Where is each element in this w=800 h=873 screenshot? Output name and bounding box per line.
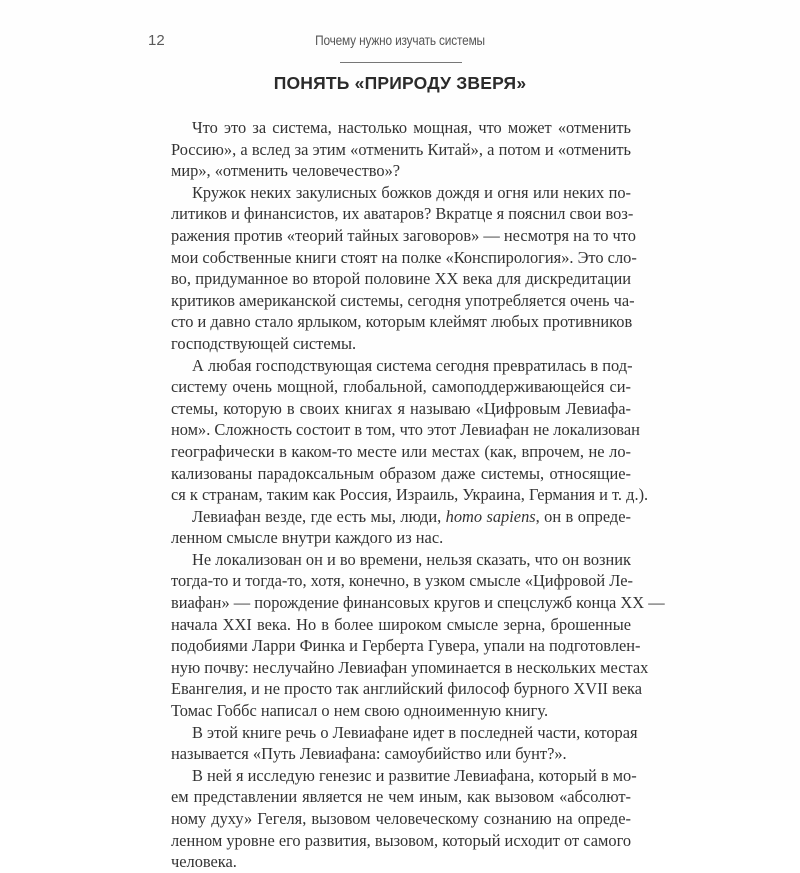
italic-term: homo sapiens bbox=[445, 506, 536, 526]
text-segment: , он в опреде- bbox=[535, 506, 631, 526]
text-line: мои собственные книги стоят на полке «Конспирология». Это сло- bbox=[171, 247, 637, 267]
text-line: ном». Сложность состоит в том, что этот Левиафан не локализован bbox=[171, 420, 640, 440]
text-line: называется «Путь Левиафана: самоубийство или бунт?». bbox=[171, 744, 567, 764]
text-line: ленном смысле внутри каждого из нас. bbox=[171, 528, 444, 548]
text-line bbox=[171, 506, 631, 528]
text-line: ленном уровне его развития, вызовом, который исходит от самого bbox=[171, 830, 632, 850]
text-line: кализованы парадоксальным образом даже системы, относящие- bbox=[171, 463, 631, 483]
text-line: ному духу» Гегеля, вызовом человеческому сознанию на опреде- bbox=[171, 809, 631, 828]
header-divider bbox=[340, 62, 462, 63]
text-segment: Левиафан везде, где есть мы, люди, bbox=[192, 506, 446, 526]
text-line: человека. bbox=[171, 852, 237, 872]
page-number: 12 bbox=[148, 32, 165, 49]
running-title: Почему нужно изучать системы bbox=[315, 33, 485, 48]
text-line: сто и давно стало ярлыком, которым клеймят любых противников bbox=[171, 312, 633, 332]
text-line: начала XXI века. Но в более широком смысле зерна, брошенные bbox=[171, 614, 631, 634]
text-line: ную почву: неслучайно Левиафан упоминается в нескольких местах bbox=[171, 657, 649, 677]
text-line: тогда-то и тогда-то, хотя, конечно, в узком смысле «Цифровой Ле- bbox=[171, 571, 634, 591]
text-line: критиков американской системы, сегодня употребляется очень ча- bbox=[171, 290, 635, 310]
body-text bbox=[171, 117, 665, 873]
text-line: систему очень мощной, глобальной, самоподдерживающейся си- bbox=[171, 377, 631, 397]
text-line: А любая господствующая система сегодня превратилась в под- bbox=[192, 355, 633, 375]
text-line: подобиями Ларри Финка и Герберта Гувера, упали на подготовлен- bbox=[171, 636, 641, 656]
text-line: стемы, которую в своих книгах я называю «Цифровым Левиафа- bbox=[171, 398, 631, 418]
text-line: Не локализован он и во времени, нельзя сказать, что он возник bbox=[192, 549, 631, 569]
text-line: Томас Гоббс написал о нем свою одноименную книгу. bbox=[171, 701, 549, 721]
text-line: ем представлении является не чем иным, как вызовом «абсолют- bbox=[171, 787, 631, 807]
text-line: литиков и финансистов, их аватаров? Вкратце я пояснил свои воз- bbox=[171, 204, 634, 224]
text-line: Россию», а вслед за этим «отменить Китай», а потом и «отменить bbox=[171, 139, 631, 159]
text-line: В ней я исследую генезис и развитие Левиафана, который в мо- bbox=[192, 765, 637, 785]
text-line: географически в каком-то месте или местах (как, впрочем, не ло- bbox=[171, 441, 631, 461]
text-line: Евангелия, и не просто так английский философ бурного XVII века bbox=[171, 679, 643, 699]
text-line: ся к странам, таким как Россия, Израиль, Украина, Германия и т. д.). bbox=[171, 485, 649, 505]
text-line: Кружок неких закулисных божков дождя и огня или неких по- bbox=[192, 182, 631, 202]
text-line: В этой книге речь о Левиафане идет в последней части, которая bbox=[192, 722, 638, 742]
text-line: Что это за система, настолько мощная, что может «отменить bbox=[192, 118, 631, 137]
text-line: во, придуманное во второй половине XX века для дискредитации bbox=[171, 269, 631, 289]
text-line: мир», «отменить человечество»? bbox=[171, 161, 401, 181]
section-heading: ПОНЯТЬ «ПРИРОДУ ЗВЕРЯ» bbox=[273, 73, 527, 93]
text-line: господствующей системы. bbox=[171, 333, 357, 353]
text-line: виафан» — порождение финансовых кругов и спецслужб конца XX — bbox=[171, 593, 665, 613]
text-line: ражения против «теорий тайных заговоров» — несмотря на то что bbox=[171, 225, 636, 245]
